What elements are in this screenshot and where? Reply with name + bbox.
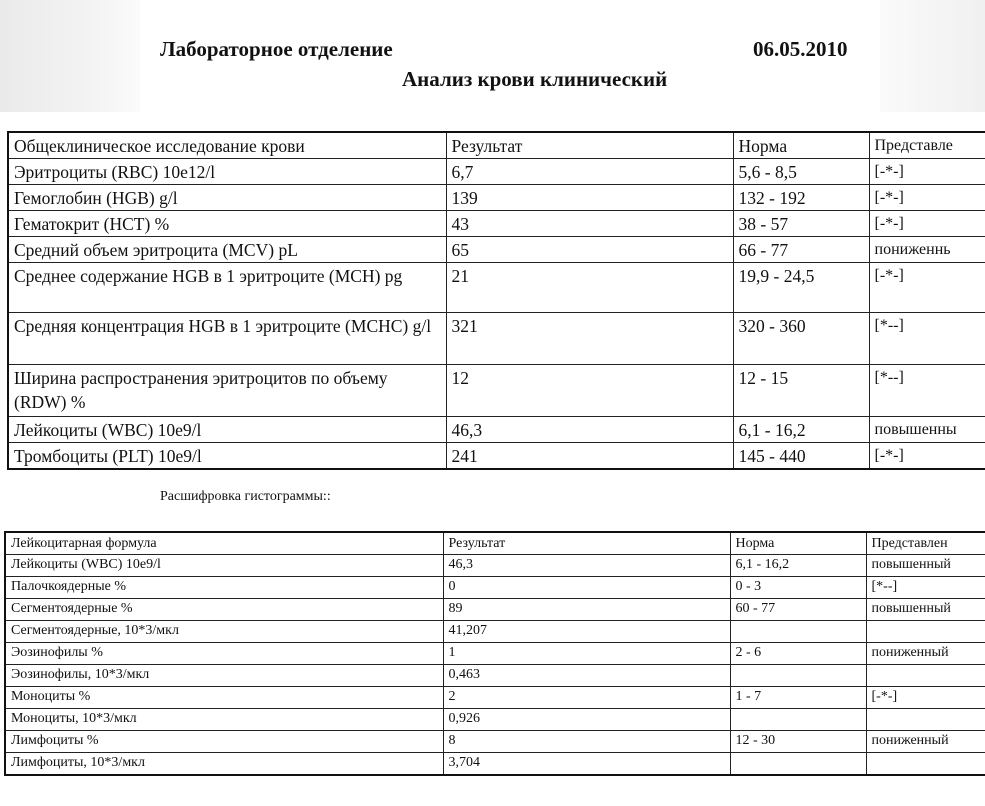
- column-header: Норма: [730, 532, 866, 555]
- test-result: 12: [446, 365, 733, 417]
- test-name: Эозинофилы, 10*3/мкл: [5, 665, 443, 687]
- test-result: 46,3: [443, 555, 730, 577]
- test-name: Моноциты %: [5, 687, 443, 709]
- test-status: [-*-]: [869, 185, 985, 211]
- column-header: Общеклиническое исследование крови: [8, 132, 446, 159]
- test-status: [-*-]: [869, 443, 985, 470]
- test-result: 2: [443, 687, 730, 709]
- table-row: [8, 237, 985, 263]
- table-row: [5, 753, 985, 775]
- test-status: повышенный: [866, 599, 985, 621]
- table-row: [8, 185, 985, 211]
- test-norm: [730, 621, 866, 643]
- test-norm: 320 - 360: [733, 313, 869, 365]
- test-result: 46,3: [446, 417, 733, 443]
- column-header: Представлен: [866, 532, 985, 555]
- test-norm: 5,6 - 8,5: [733, 159, 869, 185]
- test-status: [866, 621, 985, 643]
- leukocyte-formula-table: [4, 531, 985, 776]
- test-status: [-*-]: [866, 687, 985, 709]
- table-row: [5, 555, 985, 577]
- test-result: 65: [446, 237, 733, 263]
- test-norm: 12 - 15: [733, 365, 869, 417]
- test-result: 6,7: [446, 159, 733, 185]
- test-name: Гемоглобин (HGB) g/l: [8, 185, 446, 211]
- test-result: 241: [446, 443, 733, 470]
- test-norm: 1 - 7: [730, 687, 866, 709]
- test-norm: 19,9 - 24,5: [733, 263, 869, 313]
- test-norm: [730, 709, 866, 731]
- test-result: 8: [443, 731, 730, 753]
- test-name: Сегментоядерные, 10*3/мкл: [5, 621, 443, 643]
- test-result: 0,463: [443, 665, 730, 687]
- test-name: Палочкоядерные %: [5, 577, 443, 599]
- table-row: [5, 731, 985, 753]
- table-row: [8, 159, 985, 185]
- table-row: [8, 263, 985, 313]
- table-row: [5, 621, 985, 643]
- scan-shadow: [0, 0, 140, 112]
- test-status: повышенный: [866, 555, 985, 577]
- table-row: [5, 643, 985, 665]
- test-name: Эозинофилы %: [5, 643, 443, 665]
- test-status: повышенны: [869, 417, 985, 443]
- test-result: 0: [443, 577, 730, 599]
- test-status: [*--]: [869, 313, 985, 365]
- report-date: 06.05.2010: [753, 37, 848, 61]
- test-norm: [730, 753, 866, 775]
- table-row: [8, 211, 985, 237]
- column-header: Лейкоцитарная формула: [5, 532, 443, 555]
- test-status: [866, 665, 985, 687]
- column-header: Представле: [869, 132, 985, 159]
- table-row: [8, 443, 985, 470]
- table-header-row: [8, 132, 985, 159]
- test-norm: 60 - 77: [730, 599, 866, 621]
- table-row: [8, 417, 985, 443]
- test-name: Сегментоядерные %: [5, 599, 443, 621]
- test-result: 139: [446, 185, 733, 211]
- test-name: Ширина распространения эритроцитов по объему (RDW) %: [8, 365, 446, 417]
- table-row: [5, 665, 985, 687]
- test-status: [*--]: [869, 365, 985, 417]
- test-result: 89: [443, 599, 730, 621]
- test-status: [866, 709, 985, 731]
- test-name: Тромбоциты (PLT) 10e9/l: [8, 443, 446, 470]
- test-status: [*--]: [866, 577, 985, 599]
- report-title: Анализ крови клинический: [402, 67, 668, 91]
- column-header: Результат: [443, 532, 730, 555]
- histogram-caption: Расшифровка гистограммы::: [160, 489, 331, 504]
- test-name: Лейкоциты (WBC) 10e9/l: [8, 417, 446, 443]
- test-status: [-*-]: [869, 263, 985, 313]
- test-result: 21: [446, 263, 733, 313]
- test-status: пониженнь: [869, 237, 985, 263]
- test-norm: 132 - 192: [733, 185, 869, 211]
- test-norm: 38 - 57: [733, 211, 869, 237]
- test-norm: 6,1 - 16,2: [730, 555, 866, 577]
- table-row: [5, 687, 985, 709]
- department-title: Лабораторное отделение: [160, 37, 393, 61]
- test-name: Лимфоциты %: [5, 731, 443, 753]
- test-name: Лимфоциты, 10*3/мкл: [5, 753, 443, 775]
- table-row: [5, 599, 985, 621]
- general-blood-test-table: [7, 131, 985, 470]
- test-name: Лейкоциты (WBC) 10e9/l: [5, 555, 443, 577]
- table-row: [8, 365, 985, 417]
- scan-shadow: [880, 0, 985, 112]
- table-row: [5, 577, 985, 599]
- test-norm: 2 - 6: [730, 643, 866, 665]
- table-header-row: [5, 532, 985, 555]
- test-name: Моноциты, 10*3/мкл: [5, 709, 443, 731]
- test-status: пониженный: [866, 643, 985, 665]
- table-row: [8, 313, 985, 365]
- test-norm: 66 - 77: [733, 237, 869, 263]
- test-result: 1: [443, 643, 730, 665]
- test-status: [-*-]: [869, 211, 985, 237]
- test-result: 3,704: [443, 753, 730, 775]
- test-norm: 12 - 30: [730, 731, 866, 753]
- test-norm: [730, 665, 866, 687]
- test-status: [-*-]: [869, 159, 985, 185]
- test-result: 0,926: [443, 709, 730, 731]
- column-header: Результат: [446, 132, 733, 159]
- test-name: Средняя концентрация HGB в 1 эритроците (MCHC) g/l: [8, 313, 446, 365]
- test-norm: 6,1 - 16,2: [733, 417, 869, 443]
- test-name: Среднее содержание HGB в 1 эритроците (MCH) pg: [8, 263, 446, 313]
- test-result: 41,207: [443, 621, 730, 643]
- test-norm: 145 - 440: [733, 443, 869, 470]
- test-name: Эритроциты (RBC) 10e12/l: [8, 159, 446, 185]
- test-status: пониженный: [866, 731, 985, 753]
- test-name: Гематокрит (HCT) %: [8, 211, 446, 237]
- table-row: [5, 709, 985, 731]
- test-result: 321: [446, 313, 733, 365]
- test-name: Средний объем эритроцита (MCV) pL: [8, 237, 446, 263]
- test-norm: 0 - 3: [730, 577, 866, 599]
- column-header: Норма: [733, 132, 869, 159]
- test-status: [866, 753, 985, 775]
- test-result: 43: [446, 211, 733, 237]
